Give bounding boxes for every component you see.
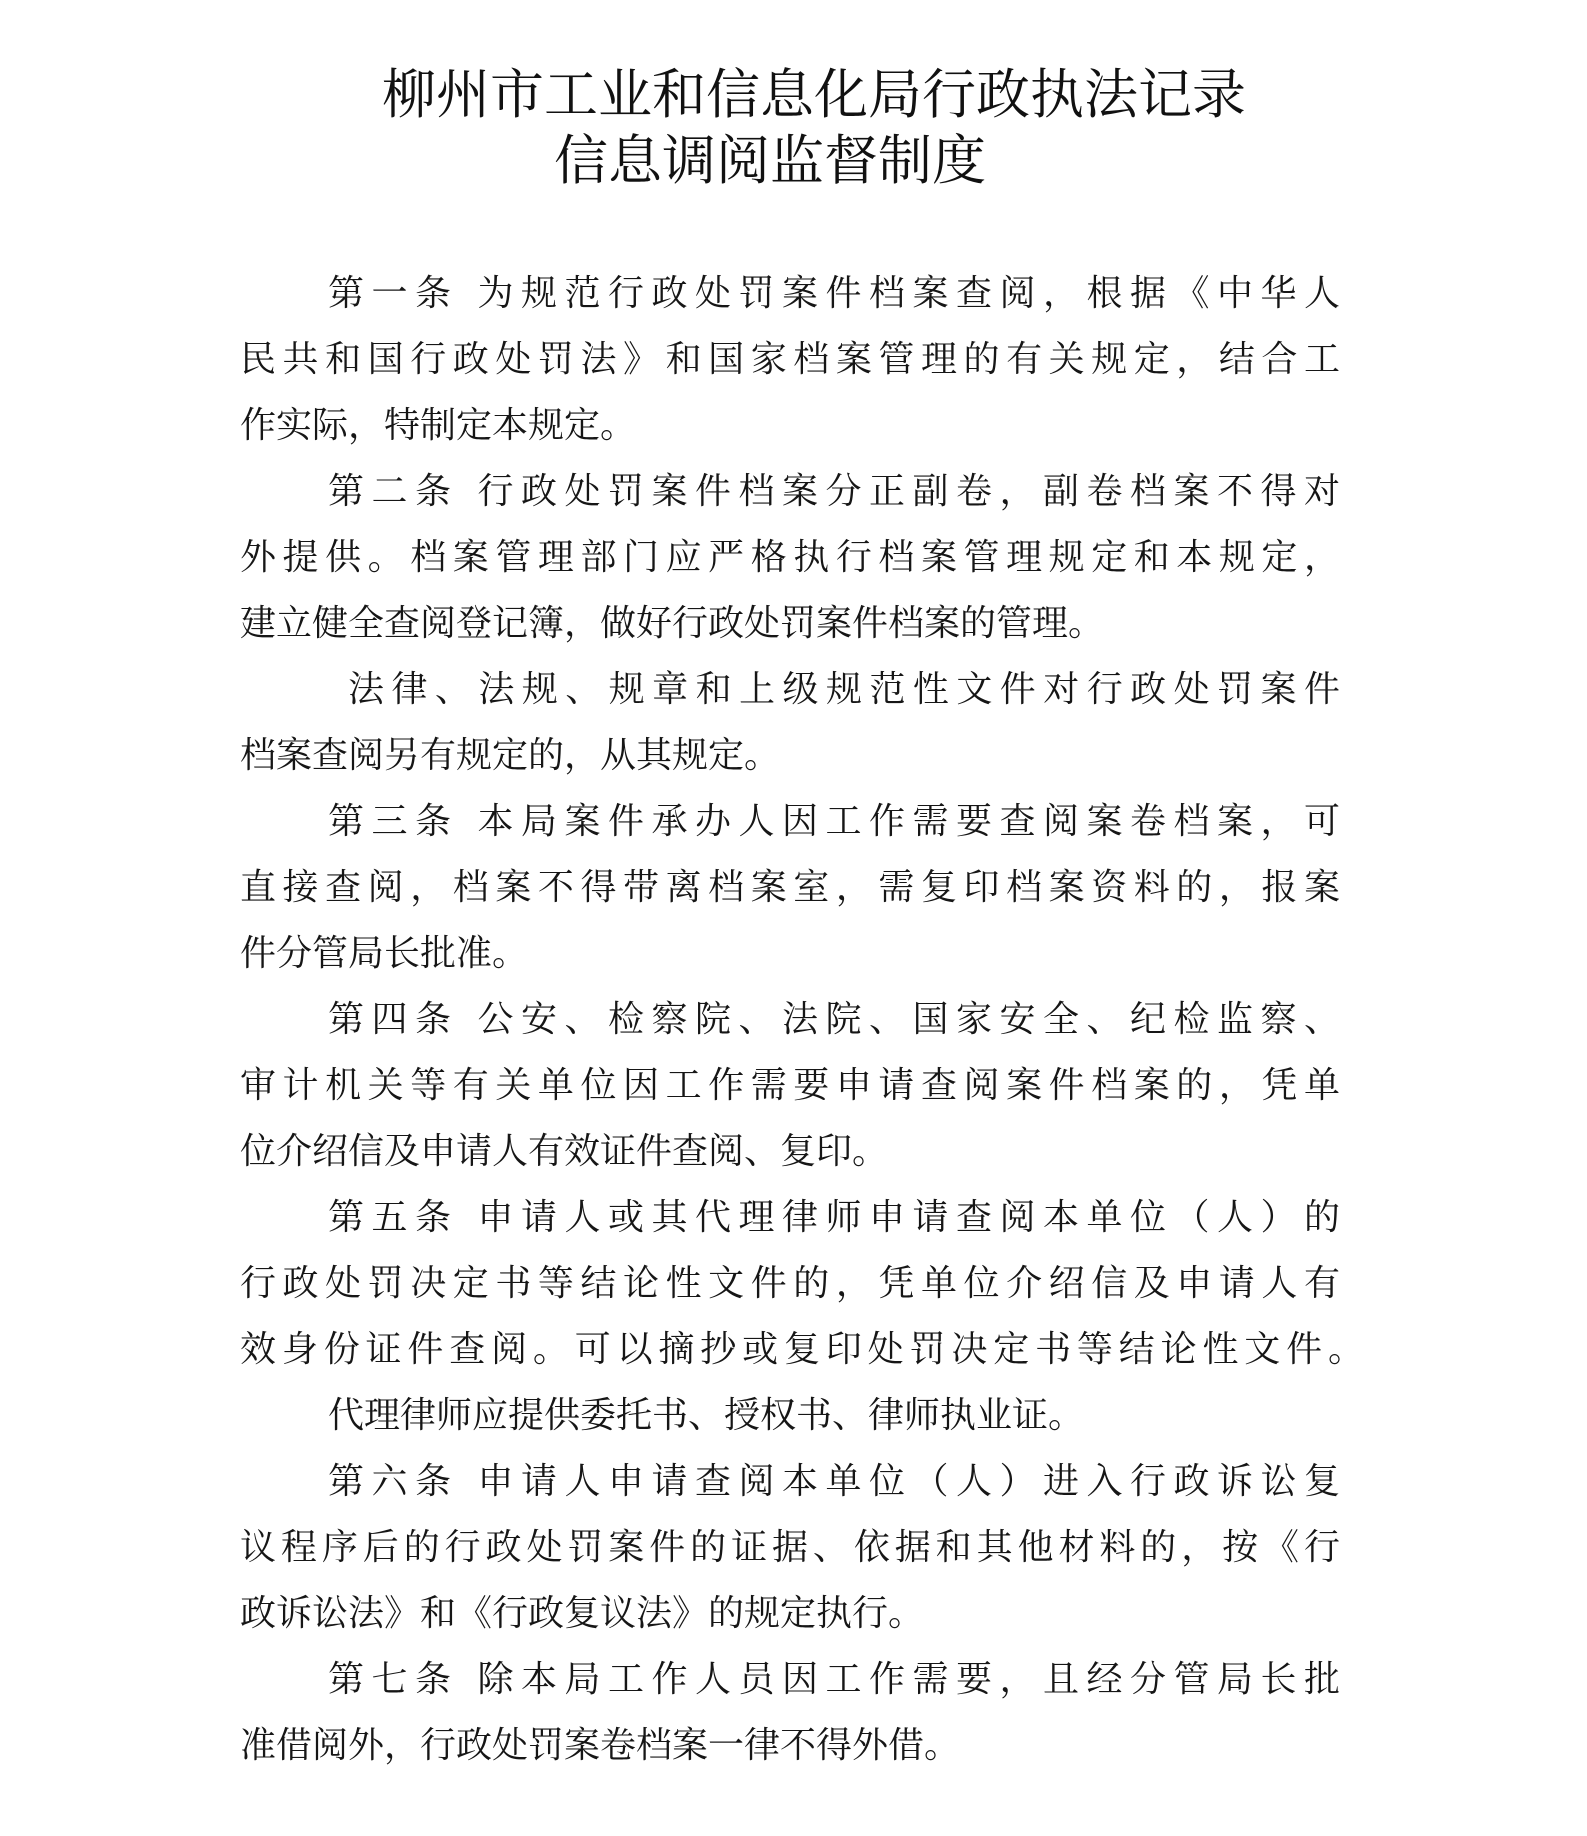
- article-3-line-2: 直接查阅，档案不得带离档案室，需复印档案资料的，报案: [240, 867, 1340, 908]
- article-1-line-3: 作实际，特制定本规定。: [240, 405, 637, 446]
- article-4-line-1: 第四条 公安、检察院、法院、国家安全、纪检监察、: [328, 999, 1340, 1040]
- document-title-line-1: 柳州市工业和信息化局行政执法记录: [382, 63, 1246, 126]
- article-3-line-3: 件分管局长批准。: [240, 933, 529, 974]
- article-2-line-1: 第二条 行政处罚案件档案分正副卷，副卷档案不得对: [328, 471, 1340, 512]
- article-2-para-2-line-2: 档案查阅另有规定的，从其规定。: [240, 735, 781, 776]
- article-6-line-2: 议程序后的行政处罚案件的证据、依据和其他材料的，按《行: [240, 1527, 1340, 1568]
- article-4-line-3: 位介绍信及申请人有效证件查阅、复印。: [240, 1131, 889, 1172]
- article-3-line-1: 第三条 本局案件承办人因工作需要查阅案卷档案，可: [328, 801, 1340, 842]
- article-7-line-1: 第七条 除本局工作人员因工作需要，且经分管局长批: [328, 1659, 1340, 1700]
- article-6-line-3: 政诉讼法》和《行政复议法》的规定执行。: [240, 1593, 925, 1634]
- article-5-line-2: 行政处罚决定书等结论性文件的，凭单位介绍信及申请人有: [240, 1263, 1340, 1304]
- article-5-line-1: 第五条 申请人或其代理律师申请查阅本单位（人）的: [328, 1197, 1340, 1238]
- article-2-line-2: 外提供。档案管理部门应严格执行档案管理规定和本规定，: [240, 537, 1340, 578]
- document-title-line-2: 信息调阅监督制度: [554, 129, 986, 192]
- article-6-line-1: 第六条 申请人申请查阅本单位（人）进入行政诉讼复: [328, 1461, 1340, 1502]
- article-1-line-1: 第一条 为规范行政处罚案件档案查阅，根据《中华人: [328, 273, 1340, 314]
- article-5-line-3: 效身份证件查阅。可以摘抄或复印处罚决定书等结论性文件。: [240, 1329, 1364, 1370]
- article-5-para-2-line-1: 代理律师应提供委托书、授权书、律师执业证。: [328, 1395, 1085, 1436]
- article-1-line-2: 民共和国行政处罚法》和国家档案管理的有关规定，结合工: [240, 339, 1340, 380]
- article-7-line-2: 准借阅外，行政处罚案卷档案一律不得外借。: [240, 1725, 961, 1766]
- article-4-line-2: 审计机关等有关单位因工作需要申请查阅案件档案的，凭单: [240, 1065, 1340, 1106]
- article-2-para-2-line-1: 法律、法规、规章和上级规范性文件对行政处罚案件: [348, 669, 1340, 710]
- article-2-line-3: 建立健全查阅登记簿，做好行政处罚案件档案的管理。: [240, 603, 1105, 644]
